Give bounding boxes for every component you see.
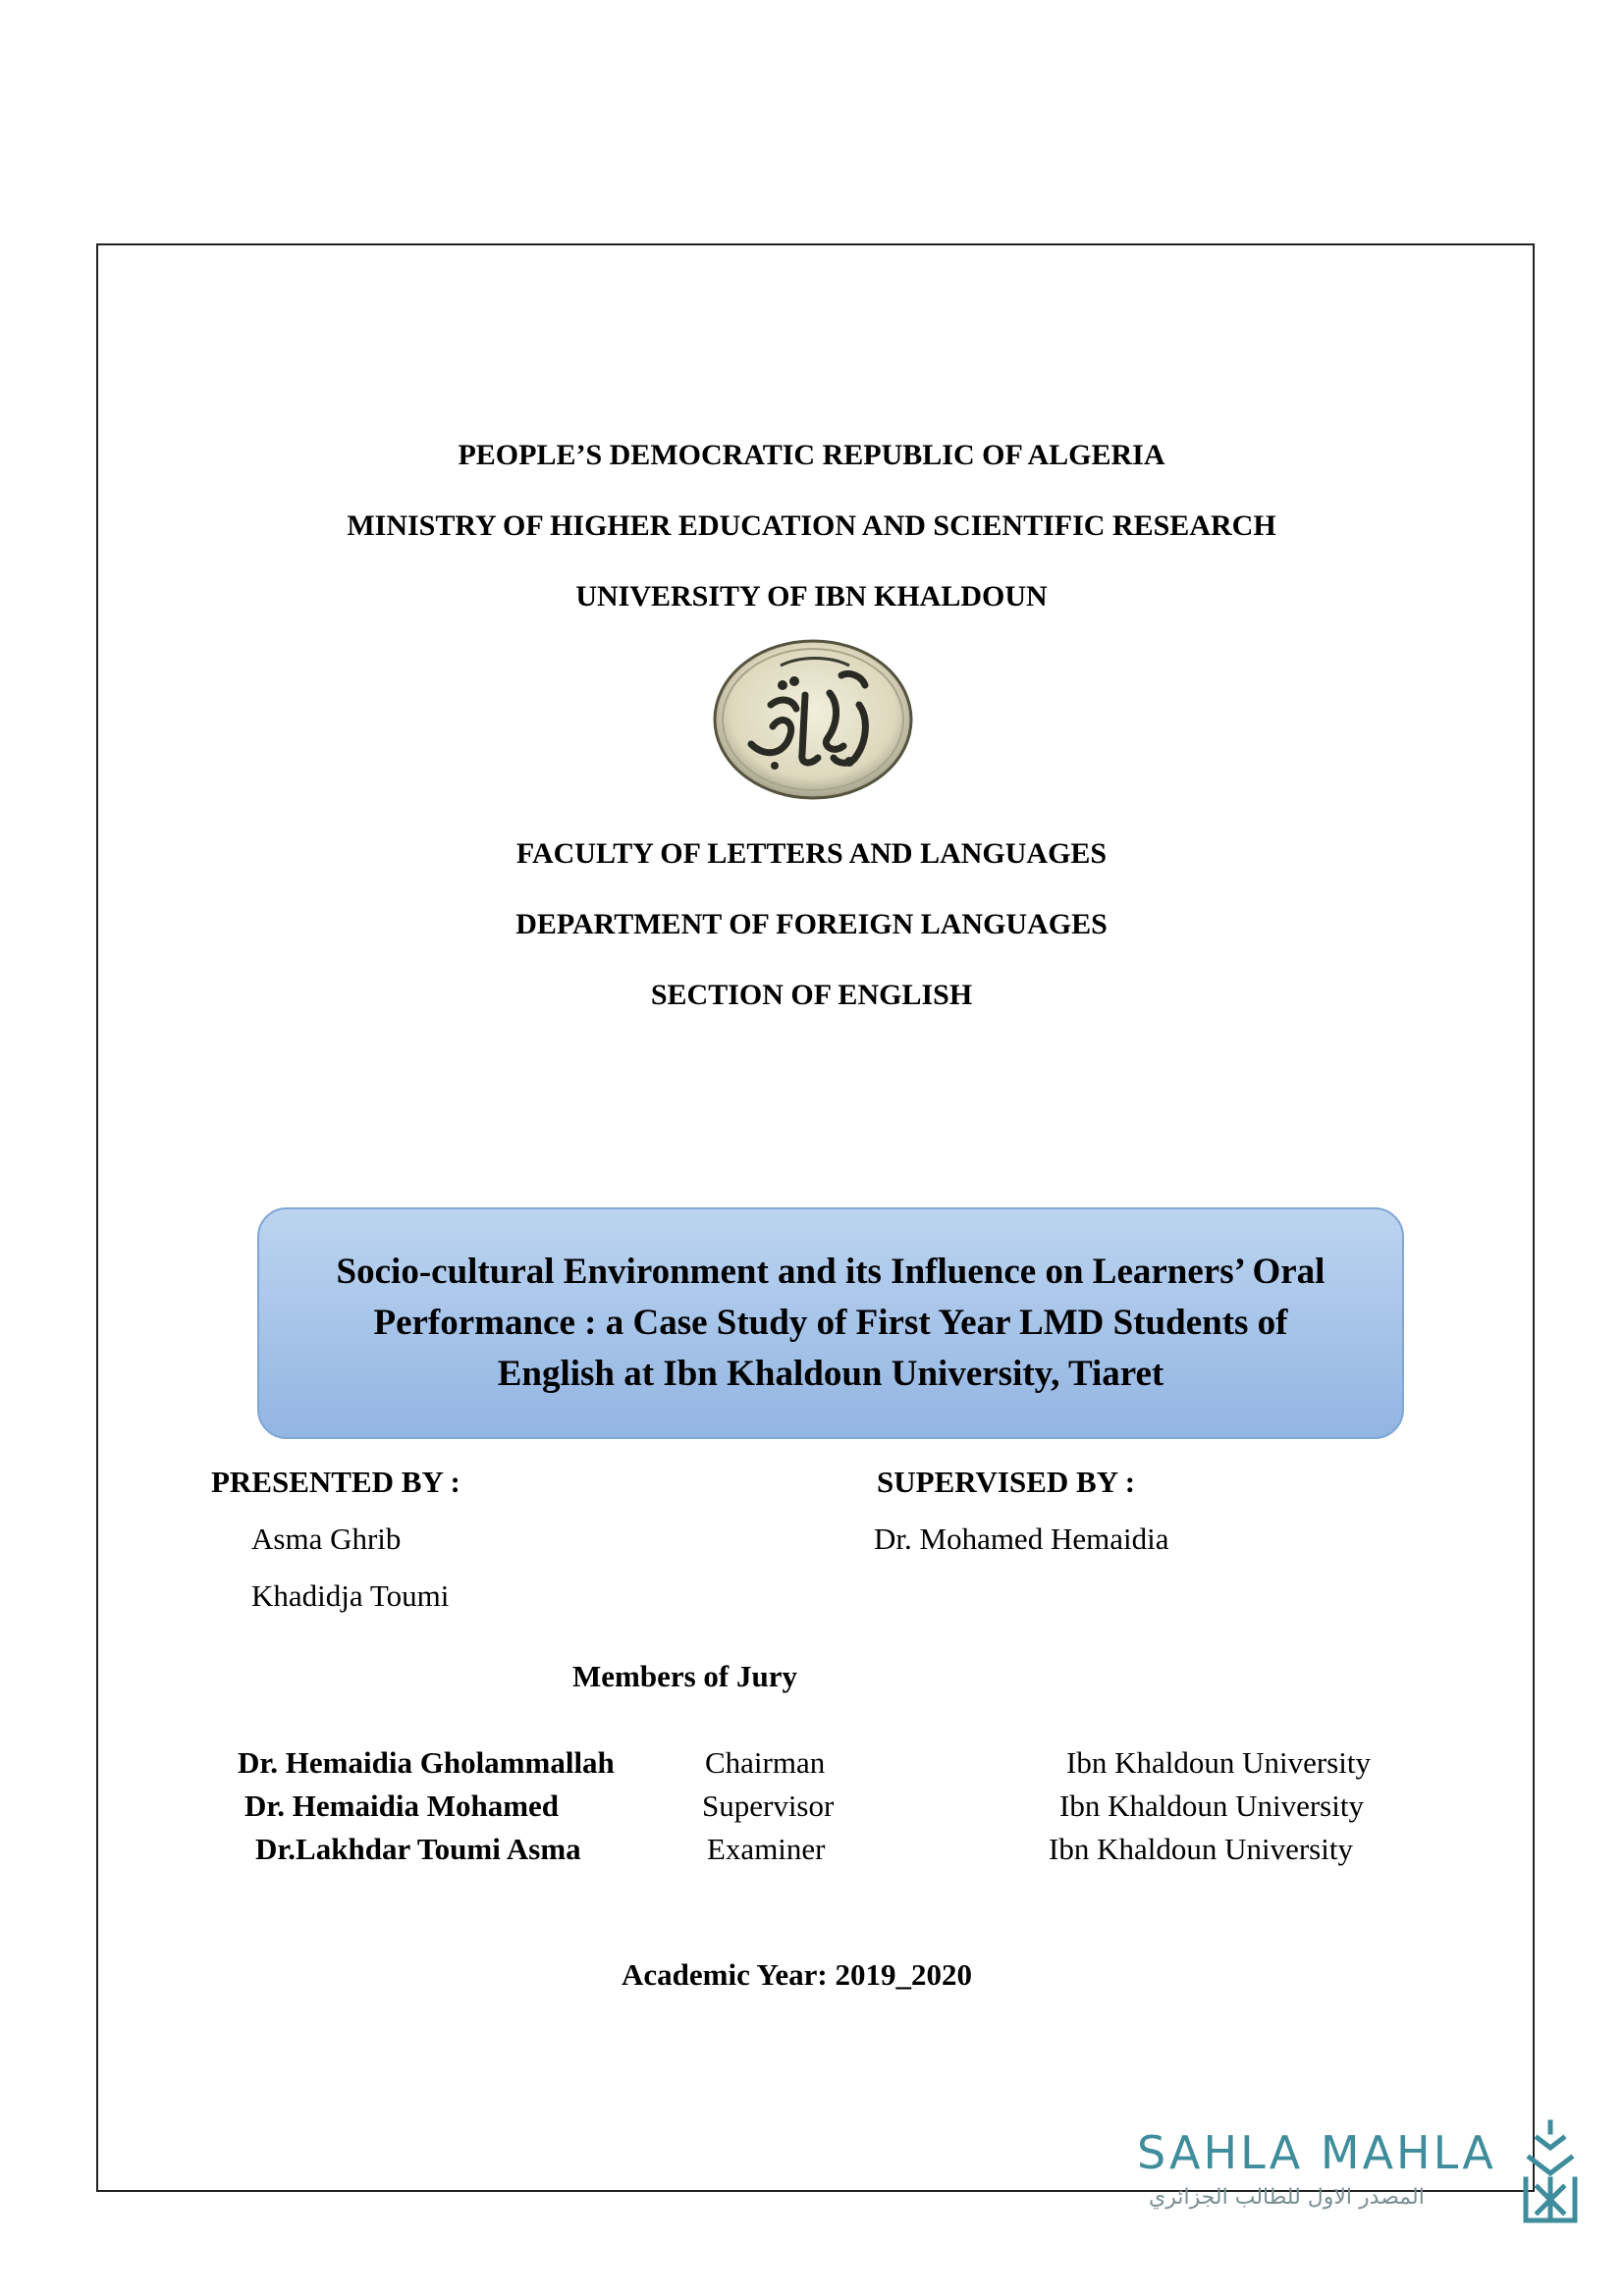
jury-member-institution: Ibn Khaldoun University — [1066, 1745, 1371, 1780]
jury-member-name: Dr.Lakhdar Toumi Asma — [255, 1832, 581, 1866]
supervised-by-label: SUPERVISED BY : — [877, 1465, 1136, 1499]
country-name: PEOPLE’S DEMOCRATIC REPUBLIC OF ALGERIA — [458, 439, 1165, 471]
department-name: DEPARTMENT OF FOREIGN LANGUAGES — [515, 908, 1108, 940]
university-name: UNIVERSITY OF IBN KHALDOUN — [575, 580, 1048, 613]
jury-member-name: Dr. Hemaidia Gholammallah — [238, 1745, 615, 1780]
jury-member-role: Supervisor — [702, 1789, 835, 1823]
ministry-name: MINISTRY OF HIGHER EDUCATION AND SCIENTIFIC RESEARCH — [347, 509, 1276, 542]
university-calligraphy-seal-icon — [712, 636, 914, 803]
watermark-brand: SAHLA MAHLA — [1137, 2126, 1496, 2179]
faculty-name: FACULTY OF LETTERS AND LANGUAGES — [515, 837, 1108, 870]
thesis-title-line: English at Ibn Khaldoun University, Tiaret — [497, 1354, 1164, 1394]
watermark-tagline: المصدر الاول للطالب الجزائري — [1149, 2185, 1425, 2210]
thesis-title-line: Socio-cultural Environment and its Influence on Learners’ Oral — [336, 1252, 1325, 1292]
jury-member-role: Chairman — [705, 1745, 826, 1780]
thesis-title-box — [257, 1207, 1404, 1439]
sahla-mahla-logo-icon — [1516, 2118, 1585, 2231]
jury-member-institution: Ibn Khaldoun University — [1049, 1832, 1353, 1866]
presented-by-label: PRESENTED BY : — [211, 1465, 460, 1499]
jury-member-institution: Ibn Khaldoun University — [1059, 1789, 1364, 1823]
thesis-title-line: Performance : a Case Study of First Year LMD Students of — [373, 1303, 1288, 1343]
jury-member-name: Dr. Hemaidia Mohamed — [244, 1789, 560, 1823]
supervisor-name: Dr. Mohamed Hemaidia — [874, 1522, 1169, 1556]
jury-heading: Members of Jury — [572, 1659, 797, 1693]
academic-year: Academic Year: 2019_2020 — [622, 1957, 972, 1992]
thesis-title — [337, 1247, 1325, 1400]
student-name: Asma Ghrib — [251, 1522, 402, 1556]
jury-member-role: Examiner — [707, 1832, 826, 1866]
section-name: SECTION OF ENGLISH — [650, 979, 973, 1011]
student-name: Khadidja Toumi — [251, 1578, 450, 1613]
sahla-mahla-watermark — [1137, 2118, 1579, 2236]
